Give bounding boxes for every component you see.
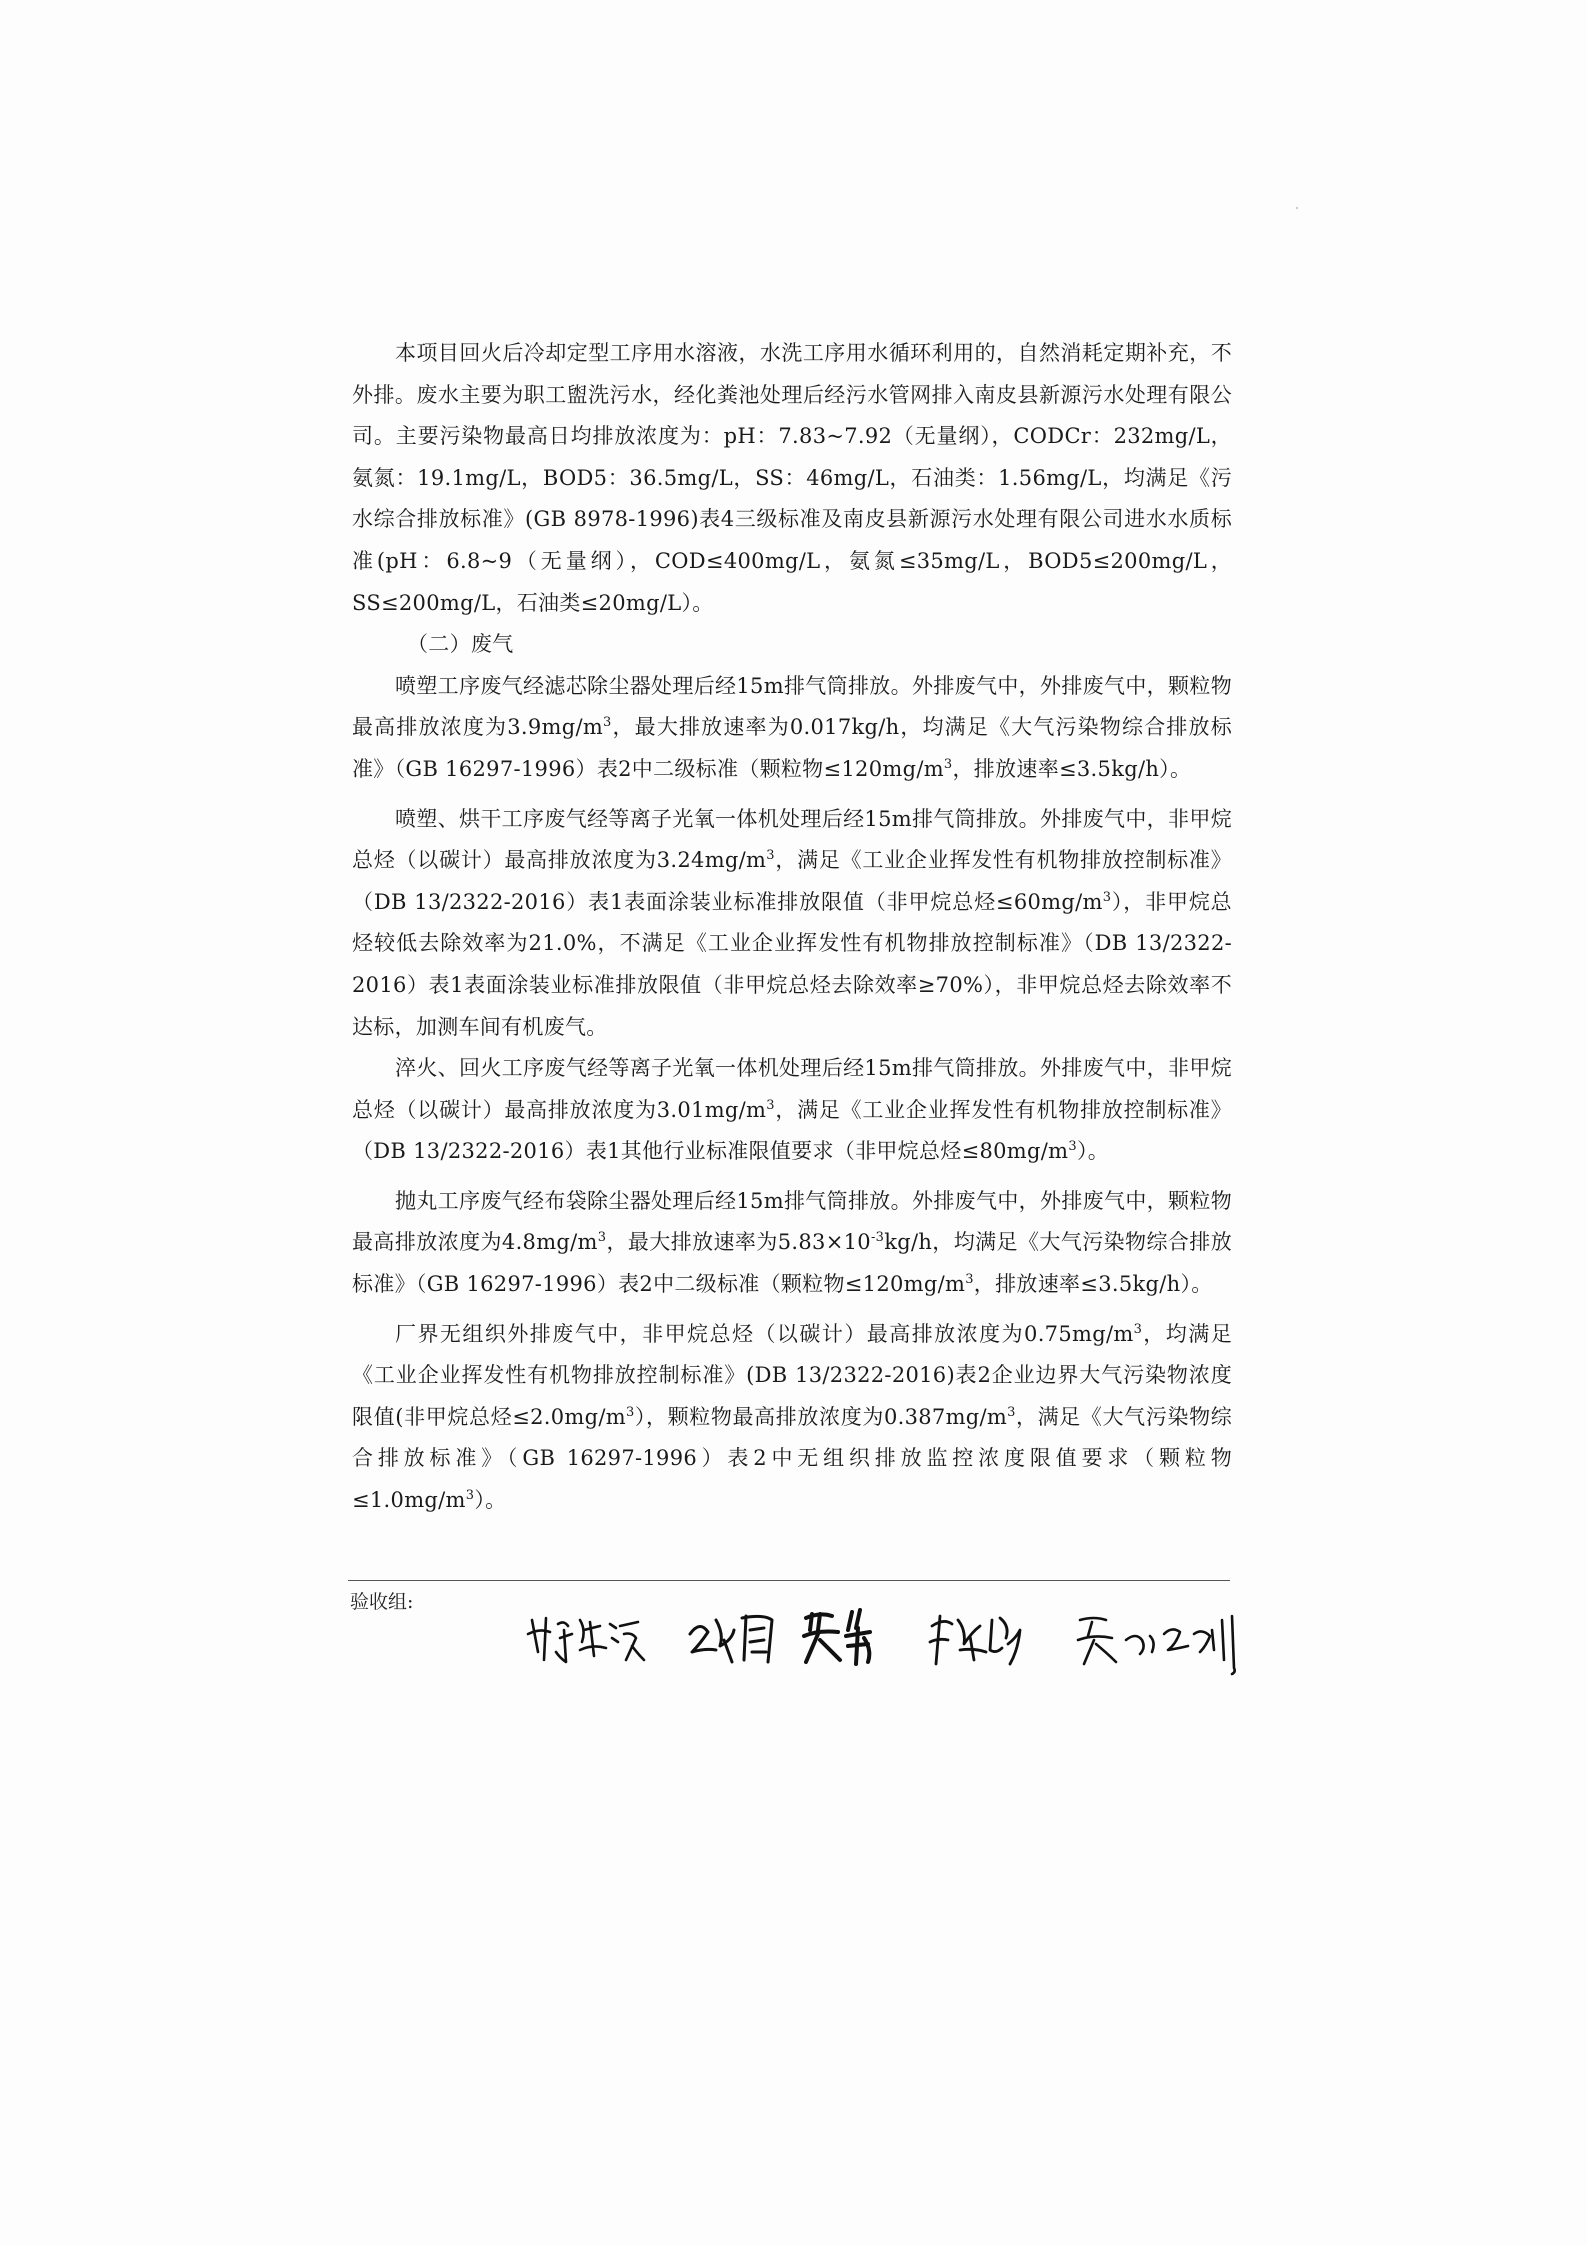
paragraph-shot-blasting: 抛丸工序废气经布袋除尘器处理后经15m排气筒排放。外排废气中，外排废气中，颗粒物最高排放浓度为$4.8mg/m^3$，最大排放速率为$5.83\times 10^{-3}kg/h$，均满足《大气污染物综合排放标准》（GB 16297-1996）表2中二级标准（颗粒物$\le 120mg/m^3$，排放速率≤3.5kg/h）。	[352, 1188, 1232, 1297]
signature-4	[930, 1616, 1020, 1664]
signature-area	[520, 1590, 1260, 1690]
paragraph-fugitive-emission: 厂界无组织外排废气中，非甲烷总烃（以碳计）最高排放浓度为$0.75mg/m^3$，均满足《工业企业挥发性有机物排放控制标准》(DB 13/2322-2016)表2企业边界大气污染物浓度限值(非甲烷总烃$\le 2.0mg/m^3$），颗粒物最高排放浓度为$0.387mg/m^3$，满足《大气污染物综合排放标准》（GB 16297-1996）表2中无组织排放监控浓度限值要求（颗粒物$\le 1.0mg/m^3$）。	[352, 1321, 1233, 1513]
signature-5	[1078, 1616, 1235, 1674]
handwritten-signatures	[520, 1590, 1260, 1690]
paragraph-spray-coating: 喷塑工序废气经滤芯除尘器处理后经15m排气筒排放。外排废气中，外排废气中，颗粒物最高排放浓度为$3.9mg/m^3$，最大排放速率为0.017kg/h，均满足《大气污染物综合排放标准》（GB 16297-1996）表2中二级标准（颗粒物$\le 120mg/m^3$，排放速率≤3.5kg/h）。	[352, 673, 1233, 781]
section-heading-waste-gas: （二）废气	[407, 632, 514, 657]
paragraph-quench-temper: 淬火、回火工序废气经等离子光氧一体机处理后经15m排气筒排放。外排废气中，非甲烷总烃（以碳计）最高排放浓度为$3.01mg/m^3$，满足《工业企业挥发性有机物排放控制标准》（DB 13/2322-2016）表1其他行业标准限值要求（非甲烷总烃$\le 80mg/m^3$）。	[352, 1056, 1232, 1164]
paragraph-wastewater: 本项目回火后冷却定型工序用水溶液，水洗工序用水循环利用的，自然消耗定期补充，不外排。废水主要为职工盥洗污水，经化粪池处理后经污水管网排入南皮县新源污水处理有限公司。主要污染物最高日均排放浓度为：pH：7.83~7.92（无量纲），CODCr：232mg/L，氨氮：19.1mg/L，BOD5：36.5mg/L，SS：46mg/L，石油类：1.56mg/L，均满足《污水综合排放标准》(GB 8978-1996)表4三级标准及南皮县新源污水处理有限公司进水水质标准(pH：6.8~9（无量纲），COD≤400mg/L，氨氮≤35mg/L，BOD5≤200mg/L，SS≤200mg/L，石油类≤20mg/L）。	[352, 341, 1232, 615]
signature-2	[690, 1616, 772, 1662]
signature-1	[528, 1618, 644, 1662]
signature-3	[804, 1610, 870, 1664]
acceptance-group-label: 验收组:	[350, 1591, 414, 1613]
scan-speck	[1296, 207, 1298, 209]
paragraph-spray-drying: 喷塑、烘干工序废气经等离子光氧一体机处理后经15m排气筒排放。外排废气中，非甲烷总烃（以碳计）最高排放浓度为$3.24mg/m^3$，满足《工业企业挥发性有机物排放控制标准》（DB 13/2322-2016）表1表面涂装业标准排放限值（非甲烷总烃$\le 60mg/m^3$），非甲烷总烃较低去除效率为21.0%，不满足《工业企业挥发性有机物排放控制标准》（DB 13/2322-2016）表1表面涂装业标准排放限值（非甲烷总烃去除效率≥70%），非甲烷总烃去除效率不达标，加测车间有机废气。	[352, 806, 1232, 1039]
footer-divider	[348, 1580, 1230, 1581]
document-body	[352, 333, 1232, 1522]
